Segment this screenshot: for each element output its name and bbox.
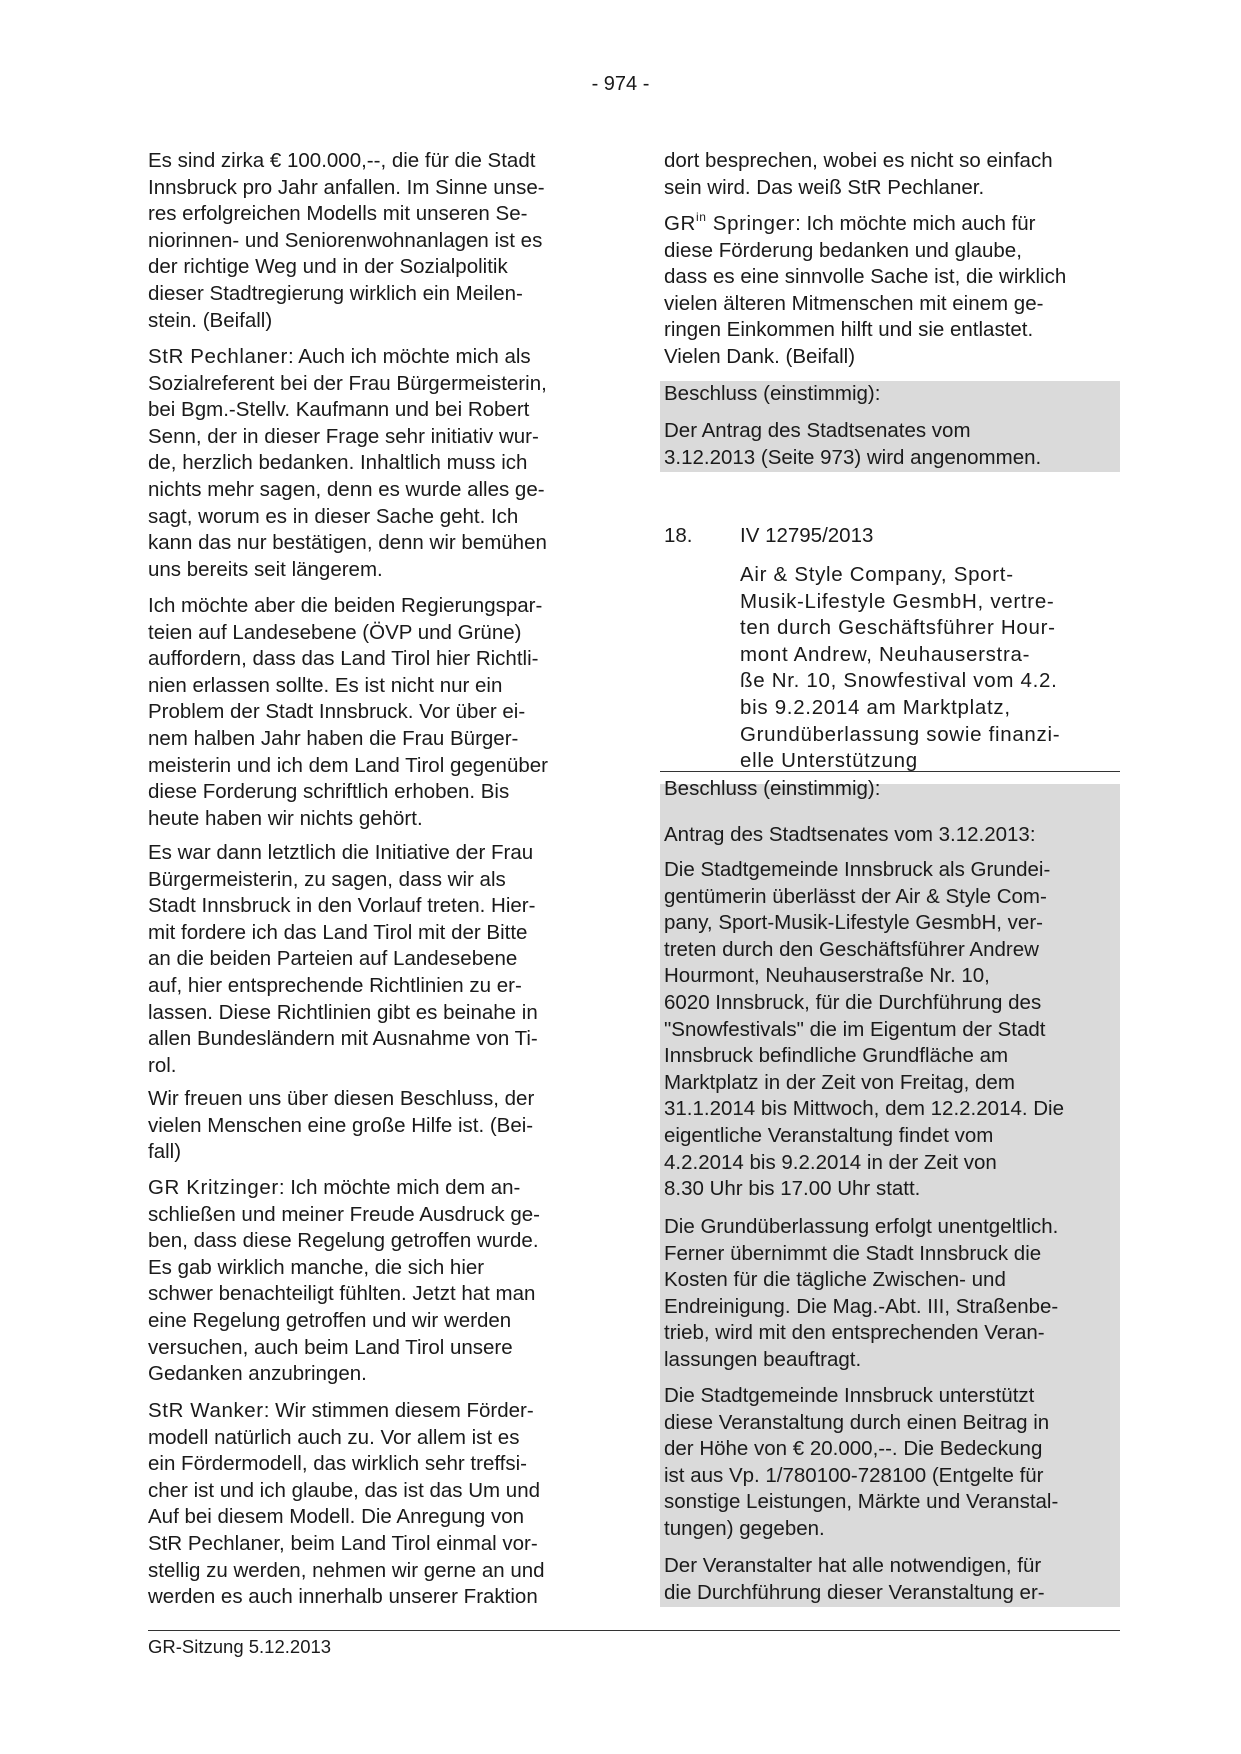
text-line: vielen älteren Mitmenschen mit einem ge- <box>664 291 1044 315</box>
text-line: Auf bei diesem Modell. Die Anregung von <box>148 1505 525 1529</box>
text-line: meisterin und ich dem Land Tirol gegenüber <box>148 753 548 777</box>
left-paragraph-3 <box>148 593 608 832</box>
agenda-item-number: 18. <box>664 524 693 547</box>
text-line: Sozialreferent bei der Frau Bürgermeisterin, <box>148 371 547 395</box>
text-line: Beschluss (einstimmig): <box>664 777 881 800</box>
text-line: dass es eine sinnvolle Sache ist, die wirklich <box>664 265 1067 289</box>
text-line: diese Forderung schriftlich erhoben. Bis <box>148 780 510 804</box>
speaker-title-superscript: in <box>695 210 707 224</box>
text-line: Musik-Lifestyle GesmbH, vertre- <box>740 589 1055 613</box>
agenda-item-reference: IV 12795/2013 <box>740 524 874 547</box>
text-line <box>148 1175 608 1202</box>
text-line: de, herzlich bedanken. Inhaltlich muss ich <box>148 451 528 475</box>
text-line: die Durchführung dieser Veranstaltung er- <box>664 1580 1045 1604</box>
resolution-1-text <box>664 418 1120 471</box>
text-line: ein Fördermodell, das wirklich sehr treffsi- <box>148 1452 527 1476</box>
footer-rule <box>148 1630 1120 1631</box>
text-line: Senn, der in dieser Frage sehr initiativ wur- <box>148 424 539 448</box>
text-line: Air & Style Company, Sport- <box>740 563 1014 586</box>
speech-text: : Wir stimmen diesem Förder- <box>263 1399 534 1422</box>
text-line: sein wird. Das weiß StR Pechlaner. <box>664 175 985 199</box>
text-line: mont Andrew, Neuhauserstra- <box>740 642 1031 666</box>
text-line: Kosten für die tägliche Zwischen- und <box>664 1268 1006 1292</box>
text-line: nien erlassen sollte. Es ist nicht nur ein <box>148 673 503 697</box>
text-line: Ferner übernimmt die Stadt Innsbruck die <box>664 1241 1042 1265</box>
text-line: Der Antrag des Stadtsenates vom <box>664 419 971 442</box>
text-line: allen Bundesländern mit Ausnahme von Ti- <box>148 1027 538 1051</box>
footer-text: GR-Sitzung 5.12.2013 <box>148 1636 332 1657</box>
text-line: diese Veranstaltung durch einen Beitrag in <box>664 1410 1050 1434</box>
text-line: Die Stadtgemeinde Innsbruck als Grundei- <box>664 858 1051 881</box>
left-paragraph-1 <box>148 148 608 334</box>
text-line: teien auf Landesebene (ÖVP und Grüne) <box>148 620 522 644</box>
text-line: eine Regelung getroffen und wir werden <box>148 1308 512 1332</box>
text-line: bei Bgm.-Stellv. Kaufmann und bei Robert <box>148 398 530 422</box>
speaker-name <box>664 212 795 235</box>
text-line: trieb, wird mit den entsprechenden Veran- <box>664 1321 1045 1345</box>
text-line: ten durch Geschäftsführer Hour- <box>740 616 1056 640</box>
speech-text: : Ich möchte mich dem an- <box>278 1176 521 1199</box>
text-line: res erfolgreichen Modells mit unseren Se- <box>148 202 528 226</box>
text-line: gentümerin überlässt der Air & Style Com- <box>664 884 1047 908</box>
text-line <box>664 211 1120 238</box>
text-line: lassen. Diese Richtlinien gibt es beinahe in <box>148 1000 538 1024</box>
text-line: dieser Stadtregierung wirklich ein Meilen- <box>148 281 523 305</box>
text-line: auf, hier entsprechende Richtlinien zu er- <box>148 973 522 997</box>
text-line: auffordern, dass das Land Tirol hier Richtli- <box>148 647 539 671</box>
text-line: werden es auch innerhalb unserer Fraktion <box>148 1585 538 1609</box>
text-line: Stadt Innsbruck in den Vorlauf treten. Hier- <box>148 894 536 918</box>
speech-text: : Auch ich möchte mich als <box>287 345 531 368</box>
text-line: dort besprechen, wobei es nicht so einfach <box>664 149 1053 172</box>
text-line: Beschluss (einstimmig): <box>664 382 881 405</box>
text-line: "Snowfestivals" die im Eigentum der Stadt <box>664 1017 1046 1041</box>
text-line <box>148 1398 608 1425</box>
text-line: 4.2.2014 bis 9.2.2014 in der Zeit von <box>664 1150 997 1174</box>
text-line: ben, dass diese Regelung getroffen wurde. <box>148 1229 539 1253</box>
text-line: Innsbruck pro Jahr anfallen. Im Sinne unse- <box>148 175 545 199</box>
speech-kritzinger <box>148 1175 608 1388</box>
text-line: Wir freuen uns über diesen Beschluss, der <box>148 1087 535 1110</box>
text-line: der richtige Weg und in der Sozialpolitik <box>148 255 508 279</box>
text-line: ringen Einkommen hilft und sie entlastet. <box>664 318 1034 342</box>
text-line: 8.30 Uhr bis 17.00 Uhr statt. <box>664 1177 921 1201</box>
text-line: stein. (Beifall) <box>148 308 273 332</box>
speaker-name: GR Kritzinger <box>148 1176 279 1199</box>
motion-heading <box>664 822 1120 849</box>
text-line: nem halben Jahr haben die Frau Bürger- <box>148 726 519 750</box>
text-line: Die Grundüberlassung erfolgt unentgeltlich. <box>664 1215 1059 1238</box>
speech-text: : Ich möchte mich auch für <box>795 212 1036 235</box>
text-line: Grundüberlassung sowie finanzi- <box>740 722 1061 746</box>
text-line: sonstige Leistungen, Märkte und Veranstal- <box>664 1490 1059 1514</box>
text-line: ist aus Vp. 1/780100-728100 (Entgelte für <box>664 1463 1044 1487</box>
text-line: nichts mehr sagen, denn es wurde alles ge- <box>148 477 545 501</box>
page-number: - 974 - <box>591 73 650 95</box>
text-line: diese Förderung bedanken und glaube, <box>664 238 1022 262</box>
text-line: heute haben wir nichts gehört. <box>148 806 423 830</box>
text-line: uns bereits seit längerem. <box>148 557 383 581</box>
item-separator-rule <box>660 771 1120 772</box>
text-line: der Höhe von € 20.000,--. Die Bedeckung <box>664 1437 1043 1461</box>
left-paragraph-4 <box>148 840 608 1079</box>
text-line: an die beiden Parteien auf Landesebene <box>148 947 518 971</box>
text-line: Marktplatz in der Zeit von Freitag, dem <box>664 1070 1015 1094</box>
text-line: modell natürlich auch zu. Vor allem ist es <box>148 1425 520 1449</box>
text-line: vielen Menschen eine große Hilfe ist. (Bei- <box>148 1113 534 1137</box>
right-paragraph-1 <box>664 148 1120 201</box>
resolution-2-heading <box>664 776 1120 803</box>
text-line: Problem der Stadt Innsbruck. Vor über ei- <box>148 700 526 724</box>
text-line: rol. <box>148 1053 177 1077</box>
text-line: ße Nr. 10, Snowfestival vom 4.2. <box>740 669 1058 693</box>
text-line: stellig zu werden, nehmen wir gerne an und <box>148 1558 545 1582</box>
text-line: tungen) gegeben. <box>664 1516 825 1540</box>
resolution-2-paragraph-4 <box>664 1553 1120 1606</box>
speaker-title: GR <box>664 212 696 235</box>
text-line: cher ist und ich glaube, das ist das Um und <box>148 1478 540 1502</box>
text-line: versuchen, auch beim Land Tirol unsere <box>148 1335 513 1359</box>
agenda-item-title <box>740 562 1120 775</box>
text-line: elle Unterstützung <box>740 749 918 773</box>
speaker-name: StR Pechlaner <box>148 345 288 368</box>
speech-pechlaner <box>148 344 608 583</box>
resolution-1-heading <box>664 381 1120 408</box>
text-line: schließen und meiner Freude Ausdruck ge- <box>148 1202 540 1226</box>
text-line: 3.12.2013 (Seite 973) wird angenommen. <box>664 445 1042 469</box>
text-line: Es sind zirka € 100.000,--, die für die Stadt <box>148 149 536 172</box>
text-line: eigentliche Veranstaltung findet vom <box>664 1123 994 1147</box>
text-line: Ich möchte aber die beiden Regierungspar- <box>148 594 543 617</box>
text-line: kann das nur bestätigen, denn wir bemühen <box>148 531 547 555</box>
text-line: mit fordere ich das Land Tirol mit der Bitte <box>148 920 528 944</box>
text-line: Gedanken anzubringen. <box>148 1362 367 1386</box>
text-line: 6020 Innsbruck, für die Durchführung des <box>664 990 1042 1014</box>
text-line: Antrag des Stadtsenates vom 3.12.2013: <box>664 823 1036 846</box>
text-line: pany, Sport-Musik-Lifestyle GesmbH, ver- <box>664 911 1043 935</box>
speaker-name: StR Wanker <box>148 1399 264 1422</box>
text-line: Innsbruck befindliche Grundfläche am <box>664 1044 1009 1068</box>
text-line: 31.1.2014 bis Mittwoch, dem 12.2.2014. Die <box>664 1097 1064 1121</box>
text-line: Endreinigung. Die Mag.-Abt. III, Straßenbe- <box>664 1294 1059 1318</box>
speech-wanker <box>148 1398 608 1611</box>
text-line: Bürgermeisterin, zu sagen, dass wir als <box>148 867 506 891</box>
resolution-2-paragraph-2 <box>664 1214 1120 1374</box>
text-line <box>148 344 608 371</box>
text-line: Es war dann letztlich die Initiative der Frau <box>148 841 534 864</box>
text-line: Der Veranstalter hat alle notwendigen, für <box>664 1554 1042 1577</box>
text-line: Hourmont, Neuhauserstraße Nr. 10, <box>664 964 990 988</box>
text-line: treten durch den Geschäftsführer Andrew <box>664 937 1039 961</box>
text-line: sagt, worum es in dieser Sache geht. Ich <box>148 504 519 528</box>
resolution-2-paragraph-3 <box>664 1383 1120 1543</box>
resolution-2-paragraph-1 <box>664 857 1120 1203</box>
text-line: Vielen Dank. (Beifall) <box>664 344 856 368</box>
text-line: niorinnen- und Seniorenwohnanlagen ist es <box>148 228 543 252</box>
left-paragraph-5 <box>148 1086 608 1166</box>
text-line: fall) <box>148 1140 182 1164</box>
text-line: StR Pechlaner, beim Land Tirol einmal vor- <box>148 1531 538 1555</box>
text-line: Es gab wirklich manche, die sich hier <box>148 1255 485 1279</box>
text-line: Die Stadtgemeinde Innsbruck unterstützt <box>664 1384 1035 1407</box>
text-line: lassungen beauftragt. <box>664 1347 862 1371</box>
speaker-surname: Springer <box>706 212 796 235</box>
speech-springer <box>664 211 1120 371</box>
text-line: schwer benachteiligt fühlten. Jetzt hat man <box>148 1282 536 1306</box>
text-line: bis 9.2.2014 am Marktplatz, <box>740 695 1011 719</box>
